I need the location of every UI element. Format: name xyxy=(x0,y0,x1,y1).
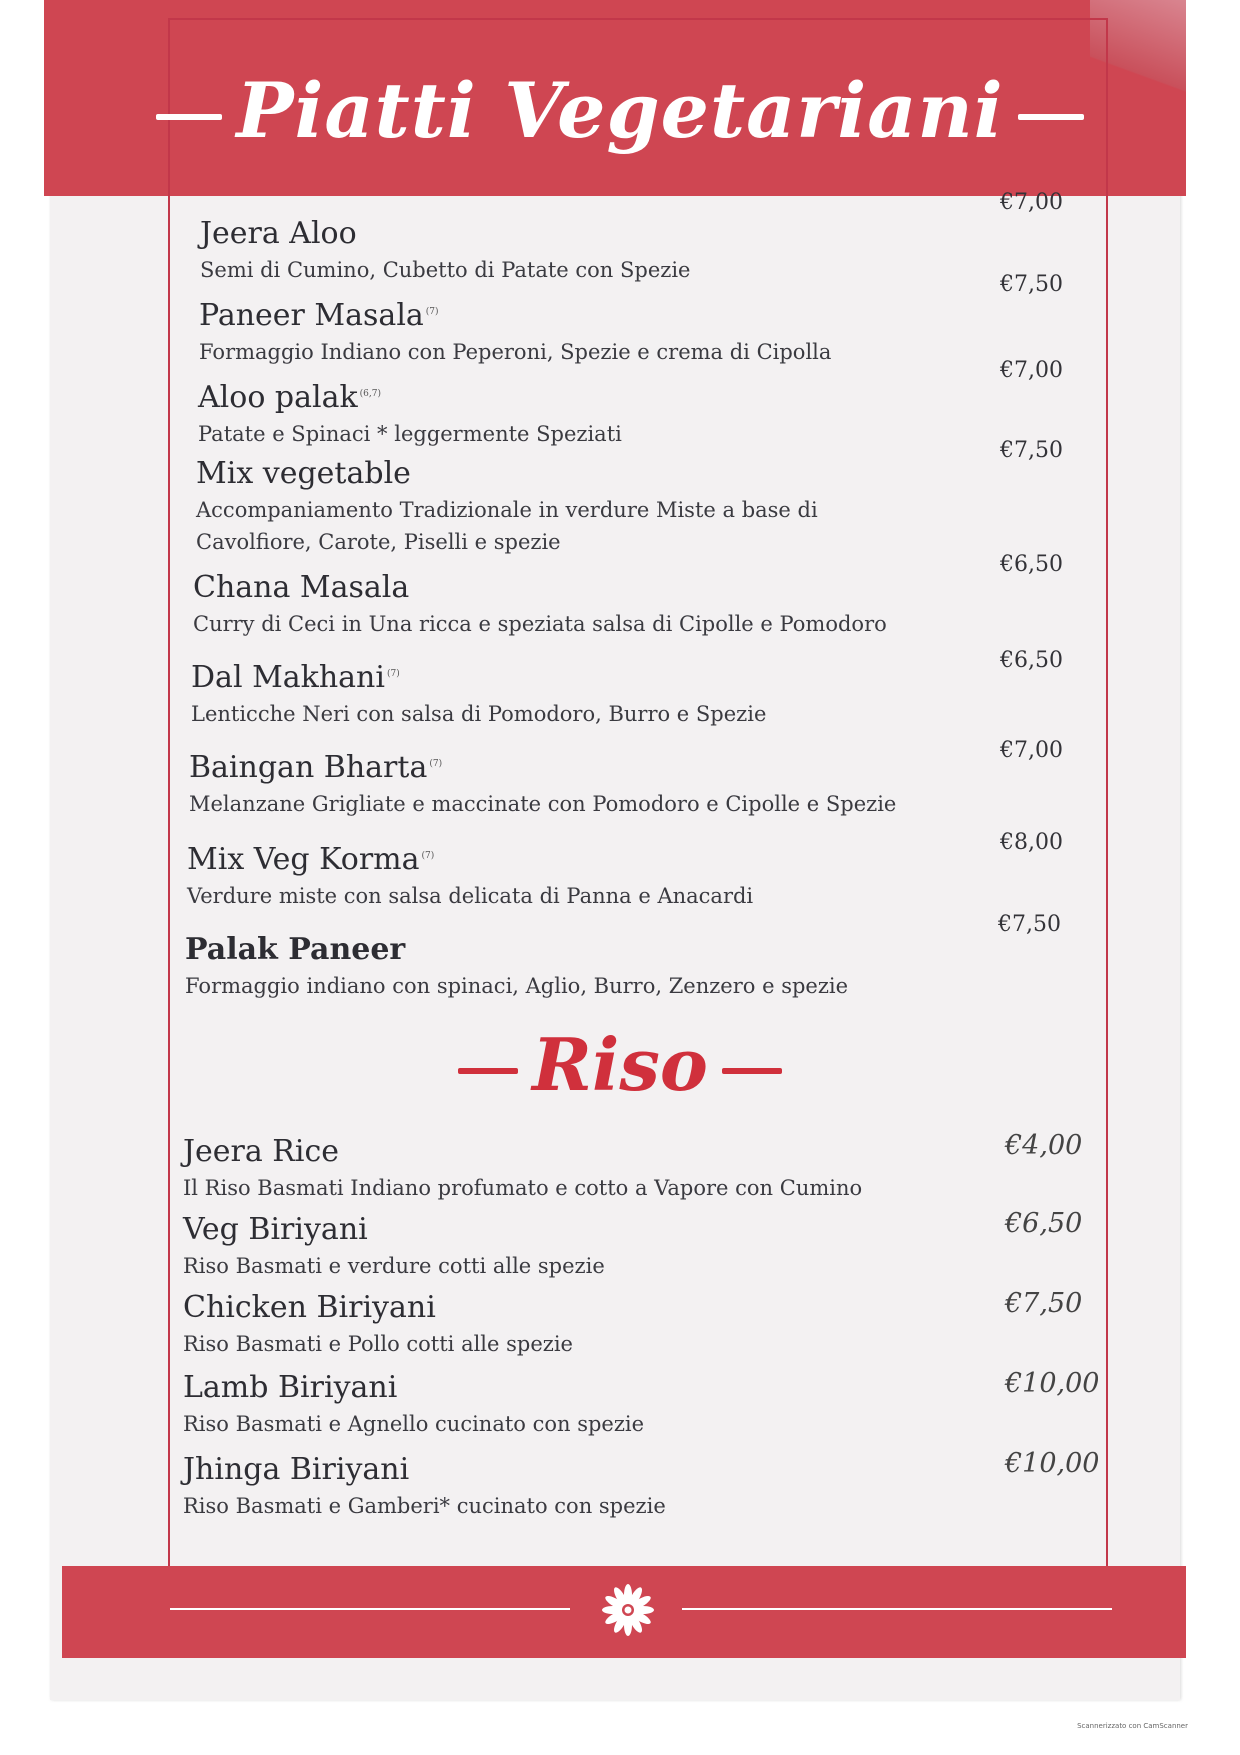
item-price: €6,50 xyxy=(1000,552,1063,577)
item-name: Chana Masala xyxy=(193,570,410,605)
menu-item xyxy=(0,912,1240,998)
menu-item xyxy=(0,358,1240,446)
item-name: Jhinga Biriyani xyxy=(183,1452,410,1487)
item-description: Curry di Ceci in Una ricca e speziata salsa di Cipolle e Pomodoro xyxy=(193,612,887,636)
menu-item xyxy=(0,1130,1240,1200)
title-dash-left xyxy=(156,114,222,120)
item-description: Patate e Spinaci * leggermente Speziati xyxy=(198,422,622,446)
item-price: €6,50 xyxy=(1005,1208,1083,1239)
menu-item xyxy=(0,272,1240,364)
item-description: Riso Basmati e Agnello cucinato con spezie xyxy=(183,1412,645,1436)
item-name: Paneer Masala $^{(7)}$ xyxy=(199,298,439,333)
section-title-rice xyxy=(0,1022,1240,1107)
menu-item xyxy=(0,1368,1240,1436)
item-description: Formaggio Indiano con Peperoni, Spezie e crema di Cipolla xyxy=(199,340,832,364)
item-description: Riso Basmati e verdure cotti alle spezie xyxy=(183,1254,605,1278)
item-price: €7,50 xyxy=(1000,438,1063,463)
allergen-mark: (7) xyxy=(386,669,400,679)
item-description: Verdure miste con salsa delicata di Panna e Anacardi xyxy=(187,884,754,908)
item-price: €4,00 xyxy=(1005,1130,1083,1161)
item-price: €7,00 xyxy=(1000,190,1063,215)
menu-item xyxy=(0,190,1240,282)
item-name: Jeera Rice xyxy=(183,1134,340,1169)
menu-item xyxy=(0,438,1240,554)
section-title-vegetarian xyxy=(0,66,1240,155)
title-dash-right xyxy=(722,1068,782,1074)
item-name: Lamb Biriyani xyxy=(183,1370,398,1405)
menu-item xyxy=(0,552,1240,636)
item-price: €7,00 xyxy=(1000,358,1063,383)
allergen-mark: (7) xyxy=(421,851,435,861)
item-name: Veg Biriyani xyxy=(183,1212,368,1247)
scanner-watermark: Scannerizzato con CamScanner xyxy=(1077,1722,1188,1730)
item-name: Dal Makhani $^{(7)}$ xyxy=(191,660,400,695)
item-name: Aloo palak $^{(6,7)}$ xyxy=(198,380,382,415)
footer-line-right xyxy=(682,1608,1112,1610)
item-price: €7,50 xyxy=(1005,1288,1083,1319)
footer-line-left xyxy=(170,1608,570,1610)
menu-item xyxy=(0,648,1240,726)
item-price: €7,00 xyxy=(1000,738,1063,763)
menu-item xyxy=(0,1448,1240,1518)
menu-item xyxy=(0,738,1240,816)
menu-item xyxy=(0,1208,1240,1278)
item-price: €7,50 xyxy=(998,912,1061,937)
allergen-mark: (7) xyxy=(425,307,439,317)
item-name: Palak Paneer xyxy=(185,932,406,967)
section-title-vegetarian-text: Piatti Vegetariani xyxy=(236,66,1004,155)
item-price: €10,00 xyxy=(1005,1448,1100,1479)
item-name: Baingan Bharta $^{(7)}$ xyxy=(189,750,443,785)
item-description: Il Riso Basmati Indiano profumato e cotto a Vapore con Cumino xyxy=(183,1176,863,1200)
item-price: €10,00 xyxy=(1005,1368,1100,1399)
title-dash-right xyxy=(1018,114,1084,120)
item-name: Mix vegetable xyxy=(196,456,411,491)
flower-ornament-icon xyxy=(600,1582,656,1638)
item-description: Semi di Cumino, Cubetto di Patate con Spezie xyxy=(200,258,691,282)
item-description: Riso Basmati e Gamberi* cucinato con spezie xyxy=(183,1494,666,1518)
item-name: Chicken Biriyani xyxy=(183,1290,436,1325)
item-name: Mix Veg Korma $^{(7)}$ xyxy=(187,842,435,877)
item-price: €6,50 xyxy=(1000,648,1063,673)
item-name: Jeera Aloo xyxy=(200,216,357,251)
item-description: Formaggio indiano con spinaci, Aglio, Burro, Zenzero e spezie xyxy=(185,974,849,998)
allergen-mark: (7) xyxy=(429,759,443,769)
item-description: Accompaniamento Tradizionale in verdure Miste a base di Cavolfiore, Carote, Piselli e spezie xyxy=(196,498,818,554)
allergen-mark: (6,7) xyxy=(359,389,382,399)
item-description: Lenticche Neri con salsa di Pomodoro, Burro e Spezie xyxy=(191,702,767,726)
item-price: €7,50 xyxy=(1000,272,1063,297)
menu-item xyxy=(0,1288,1240,1356)
title-dash-left xyxy=(458,1068,518,1074)
section-title-rice-text: Riso xyxy=(532,1022,708,1107)
item-description: Melanzane Grigliate e maccinate con Pomodoro e Cipolle e Spezie xyxy=(189,792,897,816)
menu-item xyxy=(0,830,1240,908)
item-description: Riso Basmati e Pollo cotti alle spezie xyxy=(183,1332,573,1356)
item-price: €8,00 xyxy=(1000,830,1063,855)
